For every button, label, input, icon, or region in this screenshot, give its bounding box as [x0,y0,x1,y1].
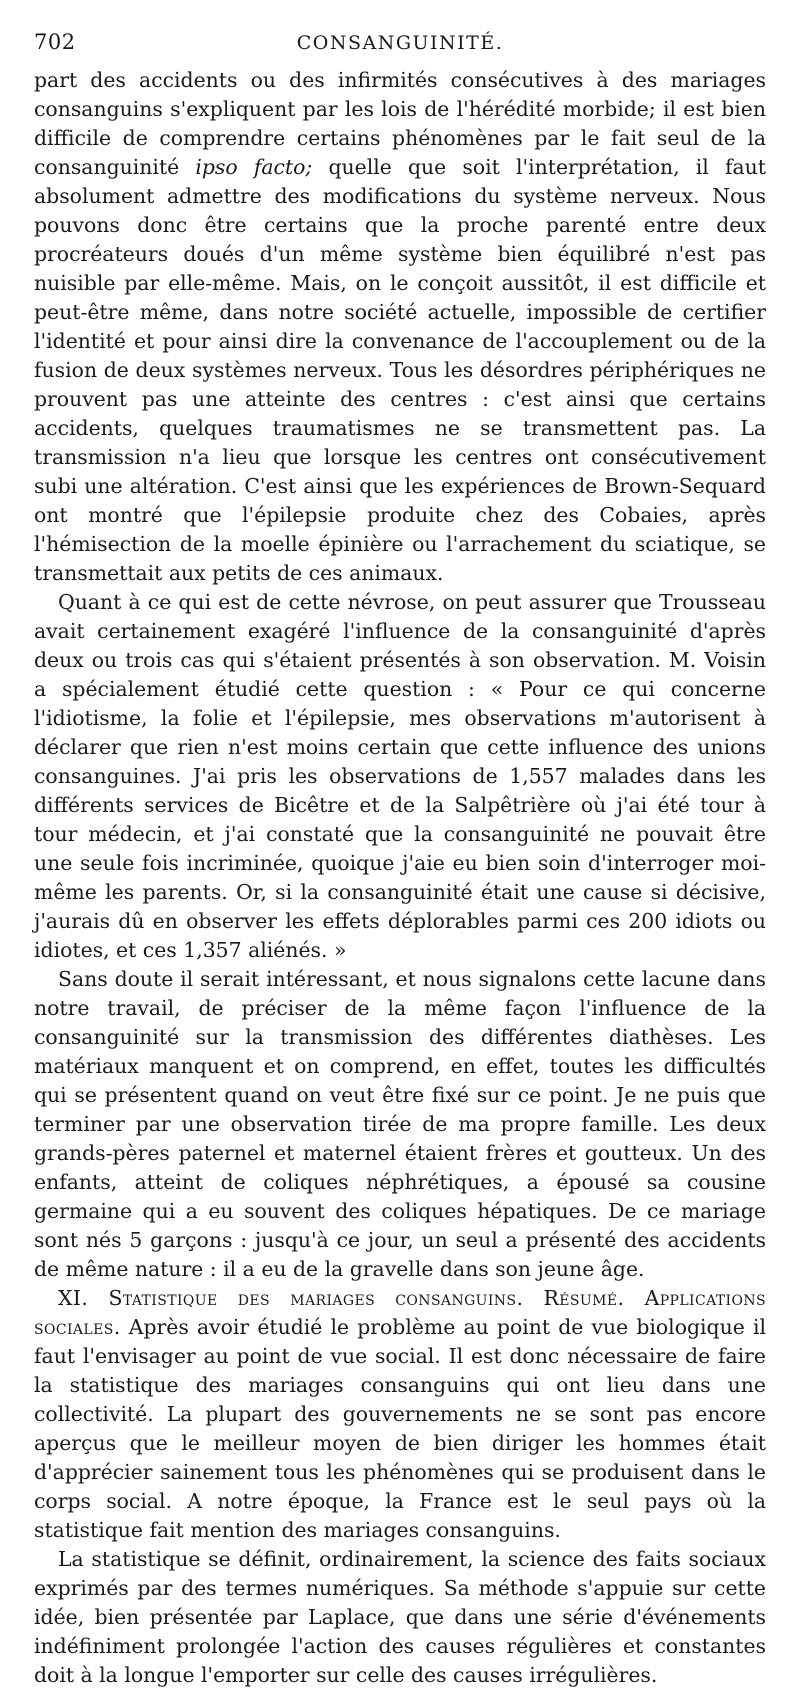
section-heading: XI. Statistique des mariages consanguins. Résumé. Applications sociales. [34,1286,766,1339]
running-title: CONSANGUINITÉ. [296,32,504,54]
paragraph-text: Après avoir étudié le problème au point de vue biologique il faut l'envisager au point de vue social. Il est donc nécessaire de faire la statistique des mariages consanguins qui ont lieu dans une collectivité. La plupart des gouvernements ne se sont pas encore aperçus que le meilleur moyen de bien diriger les hommes était d'apprécier sainement tous les phénomènes qui se produisent dans le corps social. A notre époque, la France est le seul pays où la statistique fait mention des mariages consanguins. [34,1315,766,1542]
page-header [34,30,766,66]
book-page [34,30,766,1690]
italic-phrase: ipso facto; [195,155,313,179]
paragraph-text: Quant à ce qui est de cette névrose, on peut assurer que Trousseau avait certainement exagéré l'influence de la consanguinité d'après deux ou trois cas qui s'étaient présentés à son observation. M. Voisin a spécialement étudié cette question : « Pour ce qui concerne l'idiotisme, la folie et l'épilepsie, mes observations m'autorisent à déclarer que rien n'est moins certain que cette influence des unions consanguines. J'ai pris les observations de 1,557 malades dans les différents services de Bicêtre et de la Salpêtrière où j'ai été tour à tour médecin, et j'ai constaté que la consanguinité ne pouvait être une seule fois incriminée, quoique j'aie eu bien soin d'interroger moi-même les parents. Or, si la consanguinité était une cause si décisive, j'aurais dû en observer les effets déplorables parmi ces 200 idiots ou idiotes, et ces 1,357 aliénés. » [34,590,766,962]
paragraph-section-xi [34,1284,766,1545]
paragraph-text: Sans doute il serait intéressant, et nous signalons cette lacune dans notre travail, de préciser de la même façon l'influence de la consanguinité sur la transmission des différentes diathèses. Les matériaux manquent et on comprend, en effet, toutes les difficultés qui se présentent quand on veut être fixé sur ce point. Je ne puis que terminer par une observation tirée de ma propre famille. Les deux grands-pères paternel et maternel étaient frères et goutteux. Un des enfants, atteint de coliques néphrétiques, a épousé sa cousine germaine qui a eu souvent des coliques hépatiques. De ce mariage sont nés 5 garçons : jusqu'à ce jour, un seul a présenté des accidents de même nature : il a eu de la gravelle dans son jeune âge. [34,967,766,1281]
paragraph-text: La statistique se définit, ordinairement, la science des faits sociaux exprimés par des termes numériques. Sa méthode s'appuie sur cette idée, bien présentée par Laplace, que dans une série d'événements indéfiniment prolongée l'action des causes régulières et constantes doit à la longue l'emporter sur celle des causes irrégulières. [34,1547,766,1687]
paragraph-statistics [34,1545,766,1690]
paragraph-text: quelle que soit l'interprétation, il faut absolument admettre des modifications du système nerveux. Nous pouvons donc être certains que la proche parenté entre deux procréateurs doués d'un même système bien équilibré n'est pas nuisible par elle-même. Mais, on le conçoit aussitôt, il est difficile et peut-être même, dans notre société actuelle, impossible de certifier l'identité et pour ainsi dire la convenance de l'accouplement ou de la fusion de deux systèmes nerveux. Tous les désordres périphériques ne prouvent pas une atteinte des centres : c'est ainsi que certains accidents, quelques traumatismes ne se transmettent pas. La transmission n'a lieu que lorsque les centres ont consécutivement subi une altération. C'est ainsi que les expériences de Brown-Sequard ont montré que l'épilepsie produite chez des Cobaies, après l'hémisection de la moelle épinière ou l'arrachement du sciatique, se transmettait aux petits de ces animaux. [34,155,766,585]
paragraph-text: part des accidents ou des infirmités consécutives à des mariages consanguins s'expliquent par les lois de l'hérédité morbide; il est bien difficile de comprendre certains phénomènes par le fait seul de la consanguinité [34,68,766,179]
paragraph-continuation [34,66,766,588]
page-number: 702 [34,30,76,54]
paragraph-epilepsy [34,588,766,965]
paragraph-diatheses [34,965,766,1284]
